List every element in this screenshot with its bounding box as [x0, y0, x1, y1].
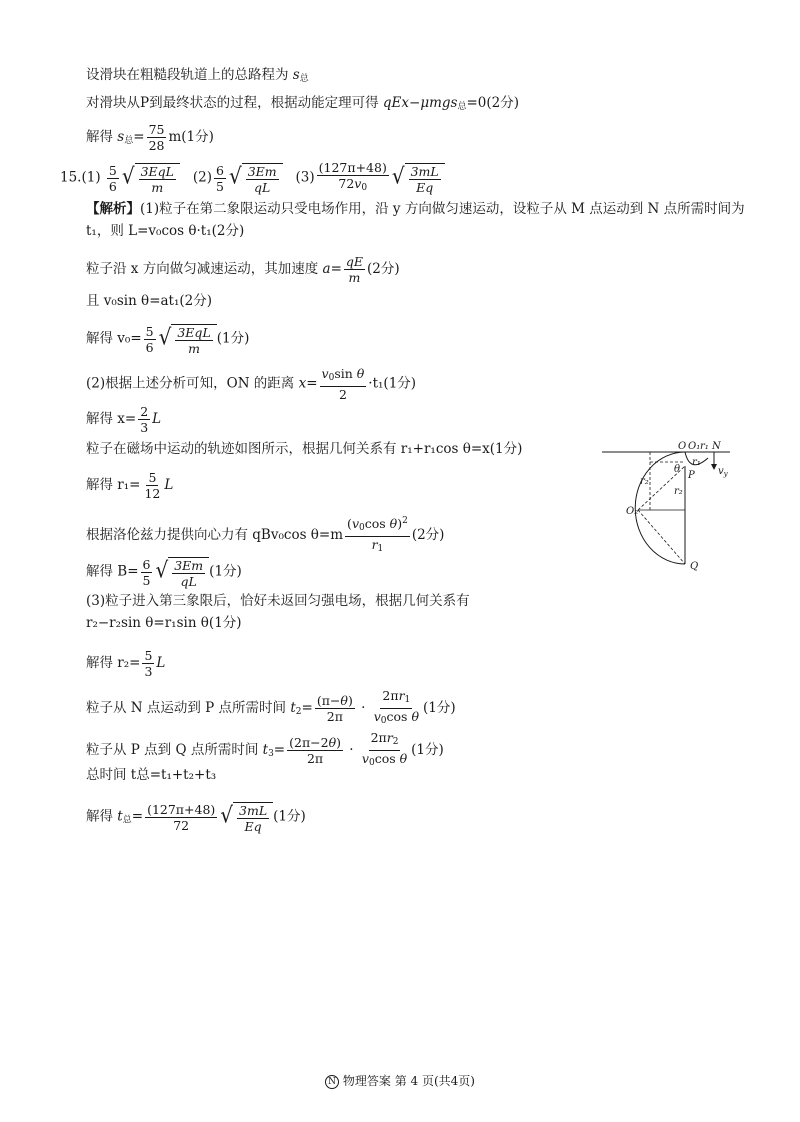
- dashed-o2-q: [638, 510, 685, 564]
- analysis-x: 解得 x= $\frac{2}{3}$ L: [86, 404, 162, 435]
- page-footer: [0, 1072, 800, 1089]
- footer-circle-mark: N: [325, 1075, 339, 1089]
- q15-answers: 15.(1) $\frac{5}{6}$ √ 3EqL m (2) $\frac{6}{5}$ √ 3Em qL (3) $\frac{(127\pi+48)}{72v_0}$ √ 3mL Eq: [60, 160, 445, 196]
- text-line-2: 对滑块从P到最终状态的过程，根据动能定理可得 qEx−μmgs$_总$=0(2分): [86, 95, 520, 112]
- label-N: N: [712, 441, 721, 452]
- label-theta: θ: [674, 464, 681, 475]
- analysis-geometry: 粒子在磁场中运动的轨迹如图所示，根据几何关系有 r₁+r₁cos θ=x(1分): [86, 441, 523, 457]
- analysis-line-2: t₁，则 L=v₀cos θ·t₁(2分): [86, 223, 245, 239]
- analysis-final: 解得 $t_总=$ $\frac{(127\pi+48)}{72}$ √ 3mL Eq (1分): [86, 801, 306, 834]
- label-vy: $v_y$: [718, 466, 728, 478]
- label-O: O: [678, 441, 687, 452]
- footer-text: 物理答案 第 4 页(共4页): [342, 1074, 475, 1088]
- label-Q: Q: [690, 561, 699, 572]
- analysis-lorentz: 根据洛伦兹力提供向心力有 qBv₀cos θ=m $\frac{(v_0\cos \theta)^2}{r_1}$ (2分): [86, 516, 445, 555]
- analysis-B: 解得 B= $\frac{6}{5}$ √ 3Em qL (1分): [86, 556, 242, 589]
- analysis-on-distance: (2)根据上述分析可知，ON 的距离 x= $\frac{v_0\sin \theta}{2}$ ·t₁(1分): [86, 366, 417, 402]
- label-P: P: [688, 470, 695, 481]
- label-r2-right: r₂: [674, 486, 683, 497]
- vy-arrow-head: [711, 464, 717, 470]
- text-line-3: 解得 $s_总=$ $\frac{75}{28}$ m(1分): [86, 122, 214, 153]
- analysis-t2: 粒子从 N 点运动到 P 点所需时间 $t_2=$ $\frac{(\pi-\theta)}{2\pi}$ · $\frac{2\pi r_1}{v_0\cos \theta}$ (1分): [86, 688, 456, 726]
- analysis-t3: 粒子从 P 点到 Q 点所需时间 $t_3=$ $\frac{(2\pi-2\theta)}{2\pi}$ · $\frac{2\pi r_2}{v_0\cos \theta}$ (1分): [86, 730, 444, 768]
- analysis-line-1: 【解析】(1)粒子在第二象限运动只受电场作用，沿 y 方向做匀速运动，设粒子从 M 点运动到 N 点所需时间为: [86, 201, 745, 217]
- text-line-1: 设滑块在粗糙段轨道上的总路程为 $s_总$: [86, 67, 309, 84]
- label-O1: O₁: [688, 441, 701, 452]
- label-r1-top: r₁: [700, 441, 709, 452]
- analysis-r2-eq: r₂−r₂sin θ=r₁sin θ(1分): [86, 615, 242, 631]
- analysis-v0: 解得 v₀= $\frac{5}{6}$ √ 3EqL m (1分): [86, 323, 250, 356]
- analysis-total: 总时间 t总=t₁+t₂+t₃: [86, 767, 217, 783]
- label-r1-mid: r₁: [692, 457, 701, 468]
- trajectory-diagram: [590, 432, 740, 572]
- analysis-r2: 解得 r₂= $\frac{5}{3}$ L: [86, 648, 166, 679]
- analysis-part3: (3)粒子进入第三象限后，恰好未返回匀强电场，根据几何关系有: [86, 593, 470, 609]
- label-O2: O₂: [626, 506, 639, 517]
- label-r2-left: r₂: [640, 476, 649, 487]
- analysis-r1: 解得 r₁= $\frac{5}{12}$ L: [86, 470, 174, 501]
- analysis-line-3: 且 v₀sin θ=at₁(2分): [86, 293, 213, 309]
- analysis-acceleration: 粒子沿 x 方向做匀减速运动，其加速度 a= $\frac{qE}{m}$ (2分): [86, 254, 400, 285]
